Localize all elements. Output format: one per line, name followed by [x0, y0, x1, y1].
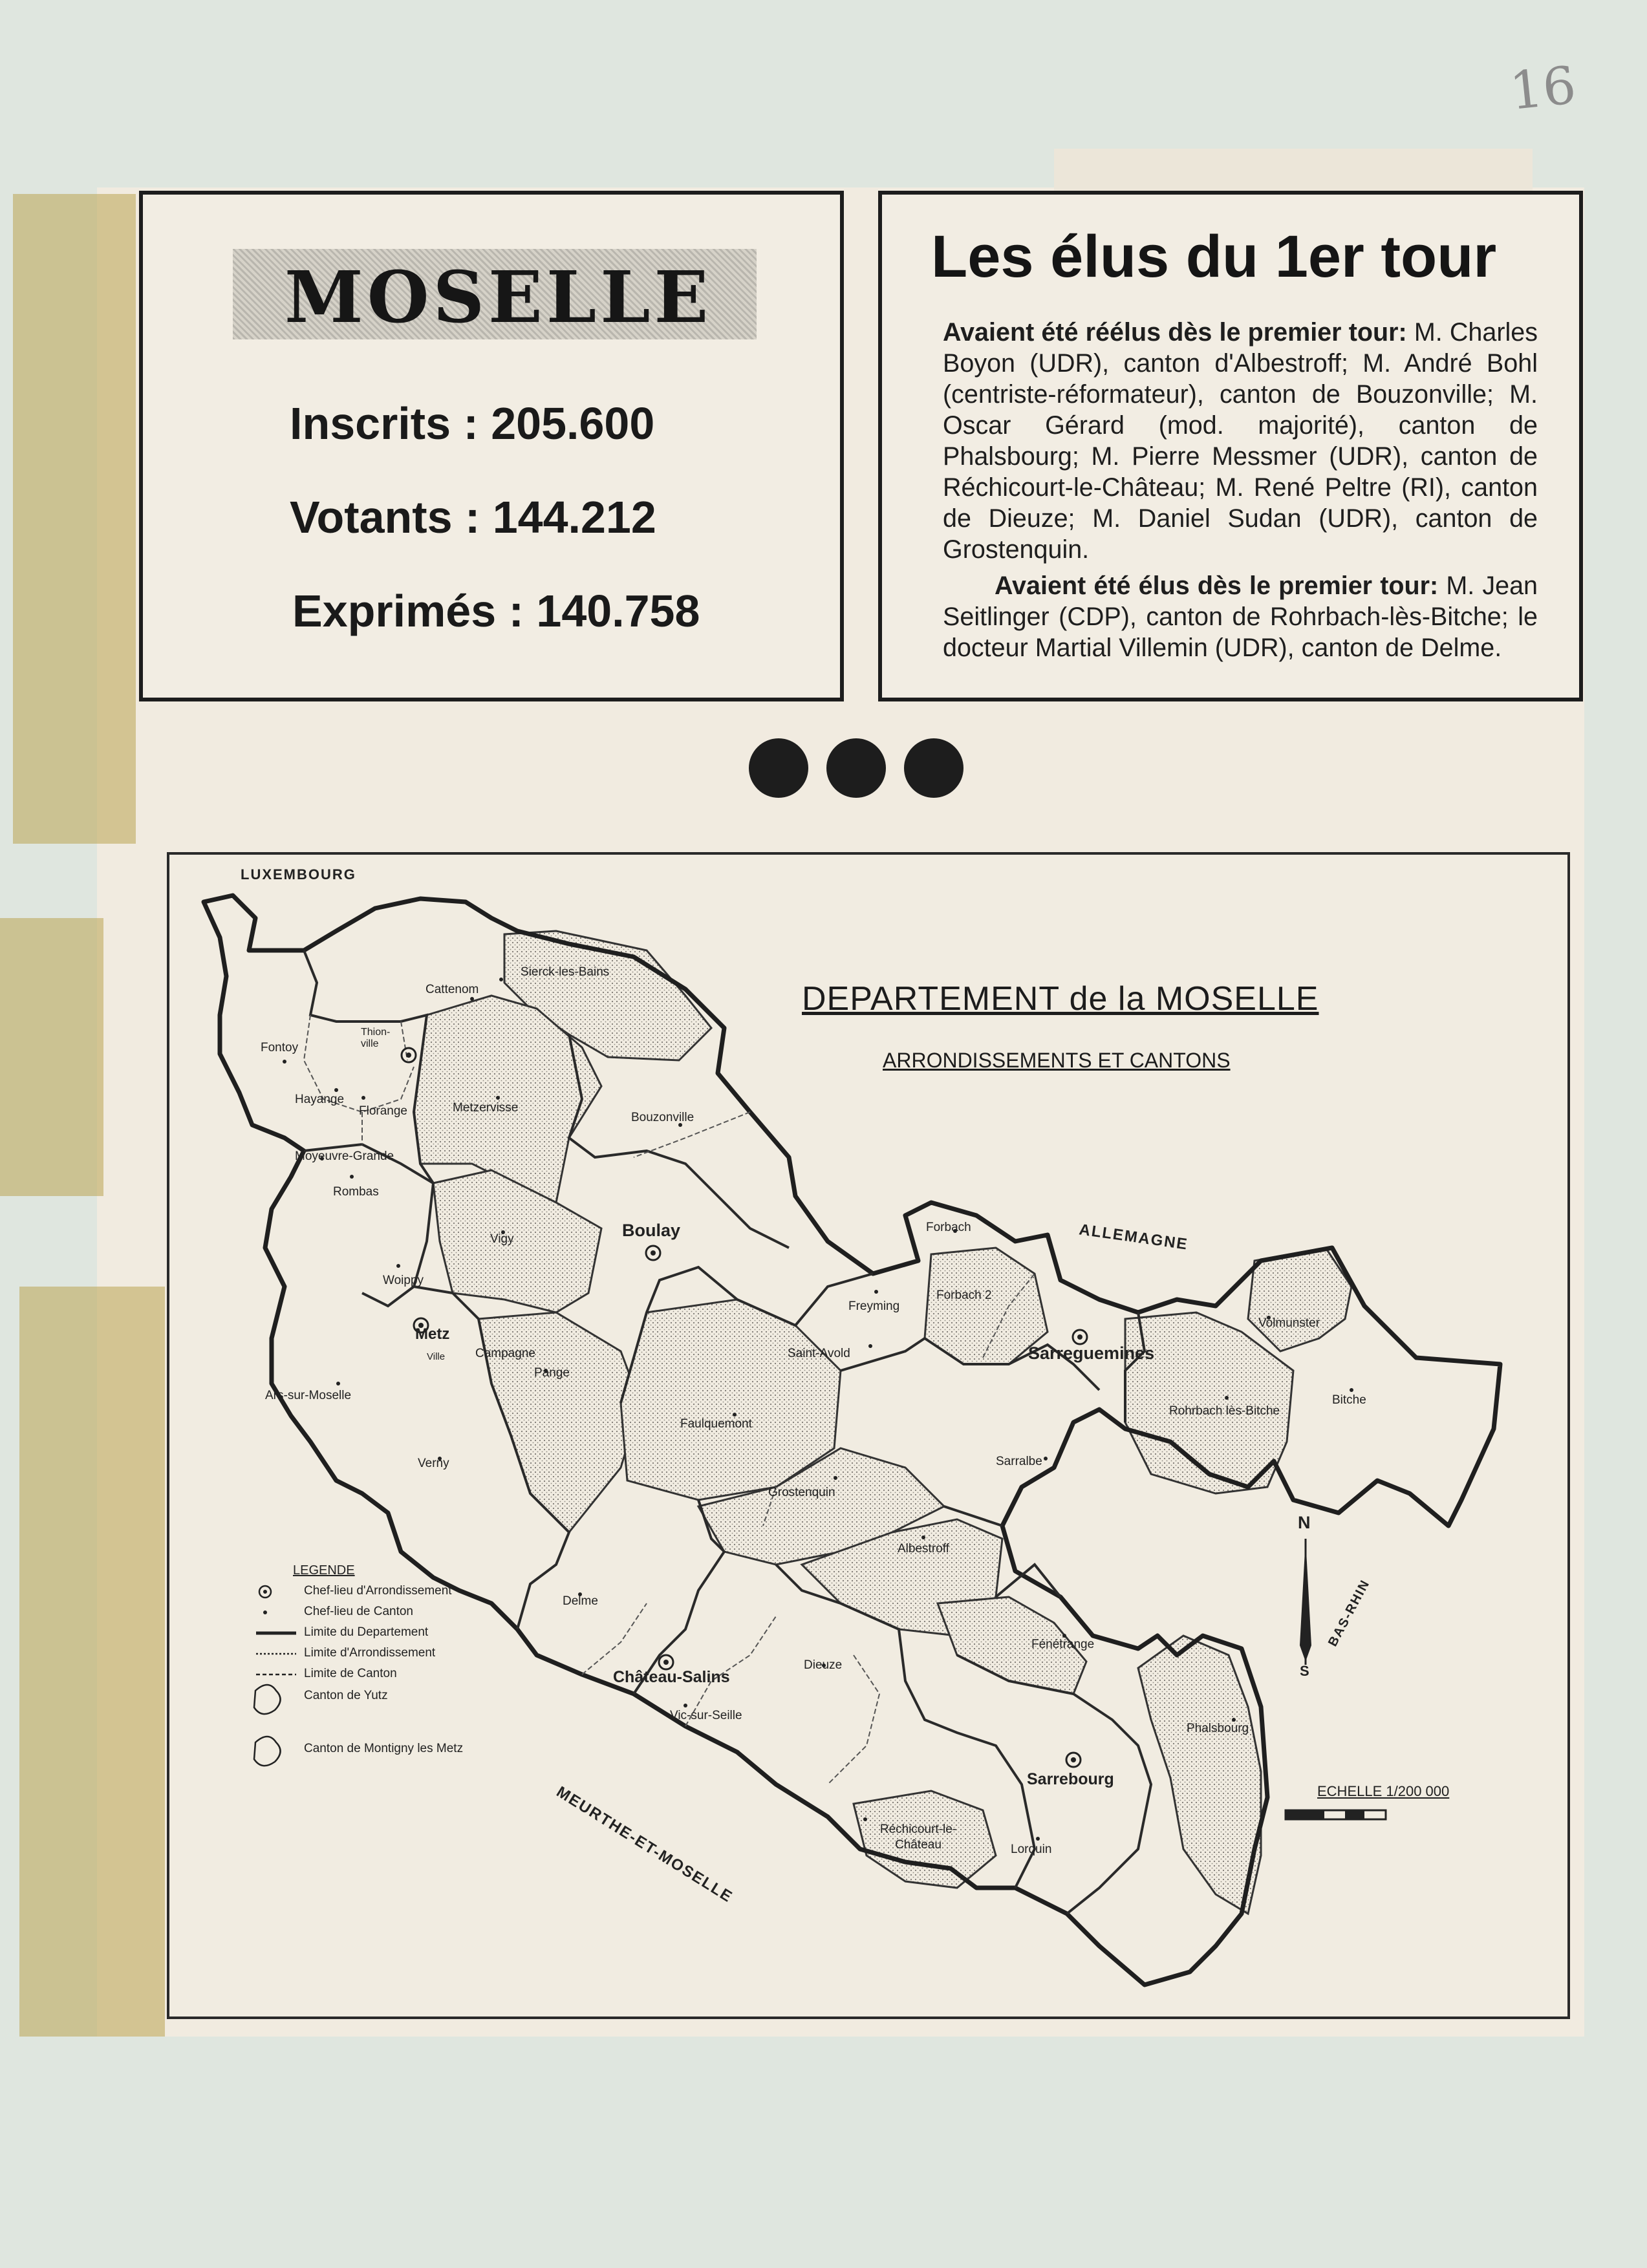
label-volmunster: Volmunster	[1258, 1316, 1320, 1330]
map-subtitle: ARRONDISSEMENTS ET CANTONS	[883, 1049, 1231, 1072]
label-sarrebourg: Sarrebourg	[1027, 1770, 1114, 1788]
label-rombas: Rombas	[333, 1185, 379, 1199]
legend-item: Canton de Montigny les Metz	[304, 1742, 464, 1755]
label-sarreguemines: Sarreguemines	[1028, 1343, 1155, 1363]
stat-label: Votants :	[290, 492, 480, 542]
page-number: 16	[1507, 54, 1579, 122]
stat-label: Inscrits :	[290, 398, 479, 449]
elected-title: Les élus du 1er tour	[931, 224, 1497, 290]
south-letter: S	[1300, 1663, 1309, 1679]
label-woippy: Woippy	[383, 1274, 424, 1287]
label-pange: Pange	[534, 1366, 570, 1380]
label-albestroff: Albestroff	[898, 1542, 949, 1556]
label-ars: Ars-sur-Moselle	[265, 1389, 352, 1402]
paragraph-lead: Avaient été élus dès le premier tour:	[995, 572, 1439, 600]
label-rechicourt: Réchicourt-le-Château	[879, 1823, 957, 1852]
canton-vigy	[433, 1170, 601, 1312]
label-saint-avold: Saint-Avold	[788, 1347, 850, 1360]
north-letter: N	[1298, 1513, 1311, 1532]
label-dieuze: Dieuze	[804, 1658, 843, 1672]
label-meurthe-et-moselle: MEURTHE-ET-MOSELLE	[553, 1783, 736, 1907]
legend-item: Limite du Departement	[304, 1625, 429, 1639]
department-border	[204, 895, 1500, 1985]
canton-pange	[479, 1312, 640, 1532]
label-sierck: Sierck-les-Bains	[521, 965, 610, 979]
label-bouzonville: Bouzonville	[631, 1111, 694, 1124]
legend-item: Limite d'Arrondissement	[304, 1646, 436, 1660]
label-bas-rhin: BAS-RHIN	[1326, 1577, 1373, 1649]
label-vic: Vic-sur-Seille	[670, 1709, 742, 1722]
paragraph-text: M. Jean Seitlinger (CDP), canton de Rohrbach-lès-Bitche; le docteur Martial Villemin (UDR), canton de Delme.	[943, 572, 1538, 662]
label-verny: Verny	[418, 1457, 449, 1470]
label-thionville: Thion-ville	[361, 1027, 391, 1049]
stat-value: 205.600	[491, 398, 655, 449]
label-phalsbourg: Phalsbourg	[1187, 1722, 1249, 1735]
label-faulquemont: Faulquemont	[680, 1417, 752, 1431]
label-cattenom: Cattenom	[425, 983, 479, 996]
legend-item: Chef-lieu d'Arrondissement	[304, 1584, 452, 1598]
stat-value: 140.758	[536, 586, 700, 636]
label-metz: Metz	[415, 1325, 450, 1343]
paragraph-text: M. Charles Boyon (UDR), canton d'Albestroff; M. André Bohl (centriste-réformateur), canton de Bouzonville; M. Oscar Gérard (mod. majorité), canton de Phalsbourg; M. Pierre Messmer (UDR), canton de Réchicourt-le-Château; M. René Peltre (RI), canton de Dieuze; M. Daniel Sudan (UDR), canton de Grostenquin.	[943, 318, 1538, 564]
label-sarralbe: Sarralbe	[996, 1455, 1042, 1468]
label-campagne: Campagne	[475, 1347, 535, 1360]
stat-label: Exprimés :	[292, 586, 524, 636]
label-rohrbach: Rohrbach lès-Bitche	[1169, 1404, 1280, 1418]
label-delme: Delme	[563, 1594, 598, 1608]
legend-title: LEGENDE	[293, 1563, 355, 1578]
map-title: DEPARTEMENT de la MOSELLE	[802, 980, 1319, 1018]
label-metzervisse: Metzervisse	[453, 1101, 519, 1115]
label-forbach: Forbach	[926, 1221, 971, 1234]
label-metz-ville: Ville	[427, 1351, 446, 1362]
label-vigy: Vigy	[490, 1232, 514, 1246]
paragraph-lead: Avaient été réélus dès le premier tour:	[943, 318, 1407, 347]
label-moyeuvre: Moyeuvre-Grande	[295, 1150, 394, 1163]
canton-phalsbourg	[1138, 1636, 1261, 1914]
label-allemagne: ALLEMAGNE	[1078, 1221, 1190, 1254]
label-lorquin: Lorquin	[1011, 1843, 1052, 1856]
label-grostenquin: Grostenquin	[768, 1486, 835, 1499]
legend-item: Chef-lieu de Canton	[304, 1605, 413, 1618]
label-florange: Florange	[359, 1104, 407, 1118]
label-chateau-salins: Château-Salins	[613, 1668, 730, 1686]
label-forbach2: Forbach 2	[936, 1289, 992, 1302]
label-freyming: Freyming	[848, 1300, 900, 1313]
label-fontoy: Fontoy	[261, 1041, 299, 1054]
scale-label: ECHELLE 1/200 000	[1317, 1783, 1450, 1799]
label-luxembourg: LUXEMBOURG	[241, 866, 356, 883]
label-fenetrange: Fénétrange	[1031, 1638, 1095, 1651]
label-boulay: Boulay	[622, 1221, 681, 1240]
stat-value: 144.212	[492, 492, 656, 542]
label-bitche: Bitche	[1332, 1393, 1366, 1407]
label-hayange: Hayange	[295, 1093, 345, 1106]
legend-item: Limite de Canton	[304, 1667, 397, 1680]
legend-item: Canton de Yutz	[304, 1689, 388, 1702]
canton-volmunster	[1248, 1248, 1351, 1351]
department-title: MOSELLE	[285, 255, 713, 339]
